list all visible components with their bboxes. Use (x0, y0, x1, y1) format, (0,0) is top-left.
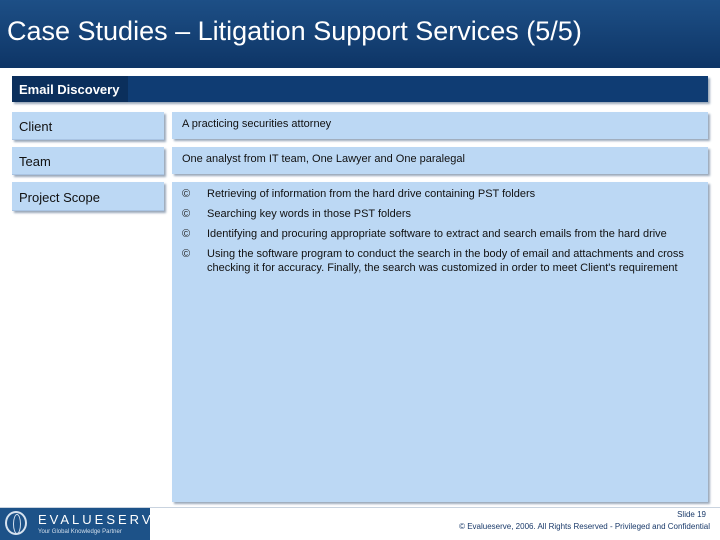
scope-bullet-list (182, 187, 702, 281)
scope-item: © Retrieving of information from the hard drive containing PST folders (182, 188, 536, 200)
logo-tagline: Your Global Knowledge Partner (38, 529, 122, 535)
team-label-cell (12, 147, 164, 175)
title-bar (0, 0, 720, 68)
slide-number: Slide 19 (677, 510, 706, 519)
scope-item: © Searching key words in those PST folders (182, 208, 412, 220)
globe-icon (5, 511, 27, 535)
company-logo (0, 508, 166, 540)
logo-name: EVALUESERVE (38, 512, 166, 527)
scope-label-cell (12, 182, 164, 211)
client-label: Client (19, 119, 53, 134)
scope-item: © Identifying and procuring appropriate software to extract and search emails from the hard drive (182, 228, 667, 240)
bullet-icon: © (182, 188, 191, 200)
team-value-cell (172, 147, 708, 174)
client-value: A practicing securities attorney (182, 118, 332, 130)
team-value: One analyst from IT team, One Lawyer and One paralegal (182, 153, 465, 165)
section-header (12, 76, 708, 102)
scope-label: Project Scope (19, 190, 100, 205)
bullet-icon: © (182, 208, 191, 220)
section-title: Email Discovery (19, 82, 120, 97)
team-label: Team (19, 154, 51, 169)
bullet-icon: © (182, 248, 191, 260)
page-title: Case Studies – Litigation Support Services (5/5) (7, 16, 582, 46)
client-label-cell (12, 112, 164, 140)
copyright-notice: © Evalueserve, 2006. All Rights Reserved - Privileged and Confidential (459, 522, 710, 531)
bullet-icon: © (182, 228, 191, 240)
scope-item: © Using the software program to conduct the search in the body of email and attachments and cross checking it for accuracy. Finally, the search was customized in order to meet Client's requirement (182, 248, 684, 274)
scope-value-cell (172, 182, 708, 502)
client-value-cell (172, 112, 708, 139)
